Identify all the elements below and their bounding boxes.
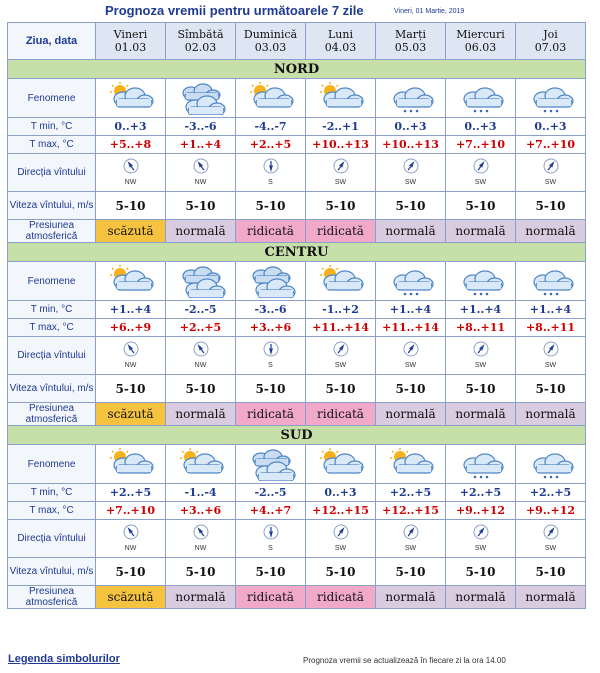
wind-speed-value: 5-10 xyxy=(96,375,166,403)
tmin-value: +2..+5 xyxy=(96,484,166,502)
pressure-value: normală xyxy=(166,586,236,609)
tmin-value: 0..+3 xyxy=(376,118,446,136)
compass-icon xyxy=(123,341,139,361)
wind-speed-value: 5-10 xyxy=(446,375,516,403)
wind-direction-value: SW xyxy=(544,362,557,369)
tmax-value: +4..+7 xyxy=(236,502,306,520)
wind-direction-value: NW xyxy=(194,545,207,552)
pressure-value: scăzută xyxy=(96,586,166,609)
pressure-value: normală xyxy=(446,220,516,243)
tmin-value: -2..+1 xyxy=(306,118,376,136)
wind-direction-row xyxy=(8,520,586,558)
wind-speed-row xyxy=(8,192,586,220)
day-date: 02.03 xyxy=(184,41,217,54)
tmax-value: +8..+11 xyxy=(446,319,516,337)
row-label: Direcția vîntului xyxy=(8,154,96,192)
day-header xyxy=(306,23,376,60)
wind-speed-value: 5-10 xyxy=(236,558,306,586)
sun-cloud-icon xyxy=(96,445,166,484)
cloud-snow-icon xyxy=(376,79,446,118)
current-date: Vineri, 01 Martie, 2019 xyxy=(394,8,465,15)
wind-direction-value: SW xyxy=(474,362,487,369)
pressure-value: normală xyxy=(376,403,446,426)
wind-direction-value: SW xyxy=(404,179,417,186)
row-label: T max, °C xyxy=(8,502,96,520)
pressure-row xyxy=(8,586,586,609)
wind-speed-value: 5-10 xyxy=(166,192,236,220)
tmax-value: +8..+11 xyxy=(516,319,586,337)
day-name: Joi xyxy=(543,28,558,41)
region-row xyxy=(8,243,586,262)
row-label: Presiunea atmosferică xyxy=(8,586,96,609)
compass-icon xyxy=(193,341,209,361)
row-label: Fenomene xyxy=(8,445,96,484)
cloud-icon xyxy=(236,445,306,484)
row-label: Direcția vîntului xyxy=(8,337,96,375)
forecast-table-body xyxy=(8,23,586,609)
day-name: Marți xyxy=(394,28,427,41)
wind-speed-value: 5-10 xyxy=(306,192,376,220)
top-bar xyxy=(0,0,600,22)
wind-speed-value: 5-10 xyxy=(96,192,166,220)
tmin-row xyxy=(8,484,586,502)
wind-direction-value: SW xyxy=(334,179,347,186)
tmax-value: +9..+12 xyxy=(516,502,586,520)
wind-direction-value: S xyxy=(268,179,273,186)
wind-direction-cell xyxy=(376,154,446,192)
wind-direction-cell xyxy=(236,154,306,192)
tmax-value: +7..+10 xyxy=(516,136,586,154)
cloud-snow-icon xyxy=(446,445,516,484)
tmin-value: +1..+4 xyxy=(516,301,586,319)
pressure-value: ridicată xyxy=(236,403,306,426)
sun-cloud-icon xyxy=(306,262,376,301)
day-date: 01.03 xyxy=(114,41,147,54)
tmin-row xyxy=(8,301,586,319)
wind-direction-value: SW xyxy=(334,545,347,552)
row-label: T max, °C xyxy=(8,319,96,337)
tmax-value: +6..+9 xyxy=(96,319,166,337)
day-date: 05.03 xyxy=(394,41,427,54)
wind-speed-value: 5-10 xyxy=(236,192,306,220)
tmax-value: +3..+6 xyxy=(236,319,306,337)
wind-direction-row xyxy=(8,337,586,375)
tmin-value: +2..+5 xyxy=(376,484,446,502)
day-header xyxy=(166,23,236,60)
tmin-value: 0..+3 xyxy=(446,118,516,136)
tmax-value: +2..+5 xyxy=(236,136,306,154)
cloud-snow-icon xyxy=(516,445,586,484)
wind-speed-value: 5-10 xyxy=(166,375,236,403)
compass-icon xyxy=(403,524,419,544)
cloud-snow-icon xyxy=(516,262,586,301)
tmax-row xyxy=(8,136,586,154)
wind-direction-cell xyxy=(236,337,306,375)
row-label: T min, °C xyxy=(8,484,96,502)
row-label: Viteza vîntului, m/s xyxy=(8,375,96,403)
wind-direction-value: NW xyxy=(124,179,137,186)
tmin-value: +1..+4 xyxy=(376,301,446,319)
tmax-value: +7..+10 xyxy=(446,136,516,154)
wind-speed-value: 5-10 xyxy=(516,558,586,586)
sun-cloud-icon xyxy=(376,445,446,484)
region-name: CENTRU xyxy=(8,243,586,262)
compass-icon xyxy=(333,158,349,178)
tmax-value: +7..+10 xyxy=(96,502,166,520)
wind-direction-value: SW xyxy=(474,179,487,186)
wind-direction-row xyxy=(8,154,586,192)
update-note: Prognoza vremii se actualizează în fiecare zi la ora 14.00 xyxy=(303,656,506,665)
tmin-value: -2..-5 xyxy=(236,484,306,502)
pressure-row xyxy=(8,403,586,426)
pressure-value: ridicată xyxy=(236,586,306,609)
tmax-value: +5..+8 xyxy=(96,136,166,154)
pressure-value: normală xyxy=(166,403,236,426)
row-label: T min, °C xyxy=(8,118,96,136)
compass-icon xyxy=(263,158,279,178)
day-name: Vineri xyxy=(113,28,148,41)
wind-direction-value: NW xyxy=(194,179,207,186)
compass-icon xyxy=(403,158,419,178)
compass-icon xyxy=(543,158,559,178)
tmax-row xyxy=(8,502,586,520)
tmax-value: +9..+12 xyxy=(446,502,516,520)
compass-icon xyxy=(333,341,349,361)
day-header xyxy=(376,23,446,60)
wind-direction-cell xyxy=(96,154,166,192)
page-title: Prognoza vremii pentru următoarele 7 zile xyxy=(105,3,364,18)
tmax-row xyxy=(8,319,586,337)
legend-link[interactable]: Legenda simbolurilor xyxy=(8,653,120,665)
compass-icon xyxy=(333,524,349,544)
sun-cloud-icon xyxy=(96,262,166,301)
cloud-snow-icon xyxy=(446,262,516,301)
compass-icon xyxy=(543,524,559,544)
cloud-snow-icon xyxy=(516,79,586,118)
tmax-value: +1..+4 xyxy=(166,136,236,154)
wind-speed-value: 5-10 xyxy=(446,192,516,220)
region-name: NORD xyxy=(8,60,586,79)
region-name: SUD xyxy=(8,426,586,445)
forecast-table xyxy=(7,22,586,609)
wind-direction-cell xyxy=(516,337,586,375)
row-label: Fenomene xyxy=(8,262,96,301)
sun-cloud-icon xyxy=(236,79,306,118)
pressure-value: normală xyxy=(516,220,586,243)
compass-icon xyxy=(123,524,139,544)
wind-direction-value: NW xyxy=(124,545,137,552)
pressure-value: normală xyxy=(376,586,446,609)
tmax-value: +10..+13 xyxy=(376,136,446,154)
wind-direction-cell xyxy=(446,154,516,192)
wind-speed-value: 5-10 xyxy=(516,192,586,220)
compass-icon xyxy=(193,524,209,544)
wind-speed-value: 5-10 xyxy=(446,558,516,586)
wind-speed-value: 5-10 xyxy=(236,375,306,403)
sun-cloud-icon xyxy=(166,445,236,484)
day-date: 06.03 xyxy=(464,41,497,54)
wind-direction-value: SW xyxy=(404,362,417,369)
pressure-value: normală xyxy=(376,220,446,243)
days-header-row xyxy=(8,23,586,60)
pressure-value: ridicată xyxy=(306,403,376,426)
day-date: 07.03 xyxy=(534,41,567,54)
wind-direction-cell xyxy=(306,337,376,375)
wind-speed-value: 5-10 xyxy=(96,558,166,586)
wind-direction-cell xyxy=(376,520,446,558)
compass-icon xyxy=(263,341,279,361)
wind-direction-value: SW xyxy=(474,545,487,552)
wind-direction-value: NW xyxy=(194,362,207,369)
wind-speed-row xyxy=(8,558,586,586)
phenomena-row xyxy=(8,79,586,118)
wind-direction-value: SW xyxy=(544,179,557,186)
wind-direction-cell xyxy=(166,520,236,558)
day-header xyxy=(236,23,306,60)
pressure-value: normală xyxy=(516,586,586,609)
wind-speed-value: 5-10 xyxy=(376,192,446,220)
sun-cloud-icon xyxy=(96,79,166,118)
compass-icon xyxy=(263,524,279,544)
row-label: T max, °C xyxy=(8,136,96,154)
wind-direction-cell xyxy=(376,337,446,375)
wind-direction-cell xyxy=(306,154,376,192)
tmax-value: +11..+14 xyxy=(376,319,446,337)
tmin-value: +2..+5 xyxy=(446,484,516,502)
tmin-value: -1..+2 xyxy=(306,301,376,319)
pressure-value: normală xyxy=(446,403,516,426)
wind-speed-value: 5-10 xyxy=(376,558,446,586)
tmin-value: -1..-4 xyxy=(166,484,236,502)
wind-direction-cell xyxy=(166,337,236,375)
region-row xyxy=(8,60,586,79)
sun-cloud-icon xyxy=(306,79,376,118)
region-row xyxy=(8,426,586,445)
wind-direction-value: SW xyxy=(404,545,417,552)
wind-direction-cell xyxy=(516,154,586,192)
row-label: Viteza vîntului, m/s xyxy=(8,558,96,586)
row-label: Fenomene xyxy=(8,79,96,118)
wind-direction-cell xyxy=(96,520,166,558)
day-date: 04.03 xyxy=(324,41,357,54)
wind-direction-value: SW xyxy=(544,545,557,552)
phenomena-row xyxy=(8,445,586,484)
row-label: Presiunea atmosferică xyxy=(8,403,96,426)
cloud-snow-icon xyxy=(376,262,446,301)
day-name: Luni xyxy=(328,28,353,41)
pressure-value: ridicată xyxy=(306,586,376,609)
wind-direction-cell xyxy=(306,520,376,558)
pressure-value: scăzută xyxy=(96,220,166,243)
tmax-value: +10..+13 xyxy=(306,136,376,154)
pressure-value: scăzută xyxy=(96,403,166,426)
cloud-icon xyxy=(166,79,236,118)
compass-icon xyxy=(473,341,489,361)
tmax-value: +11..+14 xyxy=(306,319,376,337)
pressure-value: ridicată xyxy=(306,220,376,243)
day-name: Miercuri xyxy=(456,28,505,41)
day-name: Duminică xyxy=(243,28,298,41)
day-header xyxy=(516,23,586,60)
wind-speed-value: 5-10 xyxy=(306,375,376,403)
wind-direction-cell xyxy=(236,520,306,558)
compass-icon xyxy=(473,158,489,178)
row-label: Presiunea atmosferică xyxy=(8,220,96,243)
tmin-value: 0..+3 xyxy=(96,118,166,136)
pressure-value: normală xyxy=(166,220,236,243)
wind-direction-cell xyxy=(446,337,516,375)
cloud-snow-icon xyxy=(446,79,516,118)
pressure-row xyxy=(8,220,586,243)
compass-icon xyxy=(123,158,139,178)
pressure-value: ridicată xyxy=(236,220,306,243)
cloud-icon xyxy=(236,262,306,301)
tmax-value: +12..+15 xyxy=(306,502,376,520)
day-header xyxy=(446,23,516,60)
compass-icon xyxy=(403,341,419,361)
header-label: Ziua, data xyxy=(8,23,96,60)
tmin-value: 0..+3 xyxy=(306,484,376,502)
wind-direction-cell xyxy=(166,154,236,192)
row-label: T min, °C xyxy=(8,301,96,319)
wind-direction-value: S xyxy=(268,362,273,369)
tmin-value: -4..-7 xyxy=(236,118,306,136)
wind-speed-row xyxy=(8,375,586,403)
wind-direction-value: NW xyxy=(124,362,137,369)
tmax-value: +12..+15 xyxy=(376,502,446,520)
wind-speed-value: 5-10 xyxy=(376,375,446,403)
tmin-value: -3..-6 xyxy=(236,301,306,319)
row-label: Viteza vîntului, m/s xyxy=(8,192,96,220)
wind-direction-value: SW xyxy=(334,362,347,369)
compass-icon xyxy=(473,524,489,544)
sun-cloud-icon xyxy=(306,445,376,484)
row-label: Direcția vîntului xyxy=(8,520,96,558)
tmax-value: +2..+5 xyxy=(166,319,236,337)
tmin-value: +1..+4 xyxy=(446,301,516,319)
tmin-value: -3..-6 xyxy=(166,118,236,136)
tmax-value: +3..+6 xyxy=(166,502,236,520)
wind-direction-cell xyxy=(446,520,516,558)
wind-speed-value: 5-10 xyxy=(516,375,586,403)
tmin-row xyxy=(8,118,586,136)
wind-direction-value: S xyxy=(268,545,273,552)
cloud-icon xyxy=(166,262,236,301)
pressure-value: normală xyxy=(516,403,586,426)
pressure-value: normală xyxy=(446,586,516,609)
wind-speed-value: 5-10 xyxy=(306,558,376,586)
compass-icon xyxy=(543,341,559,361)
wind-direction-cell xyxy=(96,337,166,375)
tmin-value: +2..+5 xyxy=(516,484,586,502)
compass-icon xyxy=(193,158,209,178)
day-header xyxy=(96,23,166,60)
wind-direction-cell xyxy=(516,520,586,558)
tmin-value: +1..+4 xyxy=(96,301,166,319)
tmin-value: -2..-5 xyxy=(166,301,236,319)
phenomena-row xyxy=(8,262,586,301)
tmin-value: 0..+3 xyxy=(516,118,586,136)
day-date: 03.03 xyxy=(254,41,287,54)
wind-speed-value: 5-10 xyxy=(166,558,236,586)
day-name: Sîmbătă xyxy=(177,28,224,41)
